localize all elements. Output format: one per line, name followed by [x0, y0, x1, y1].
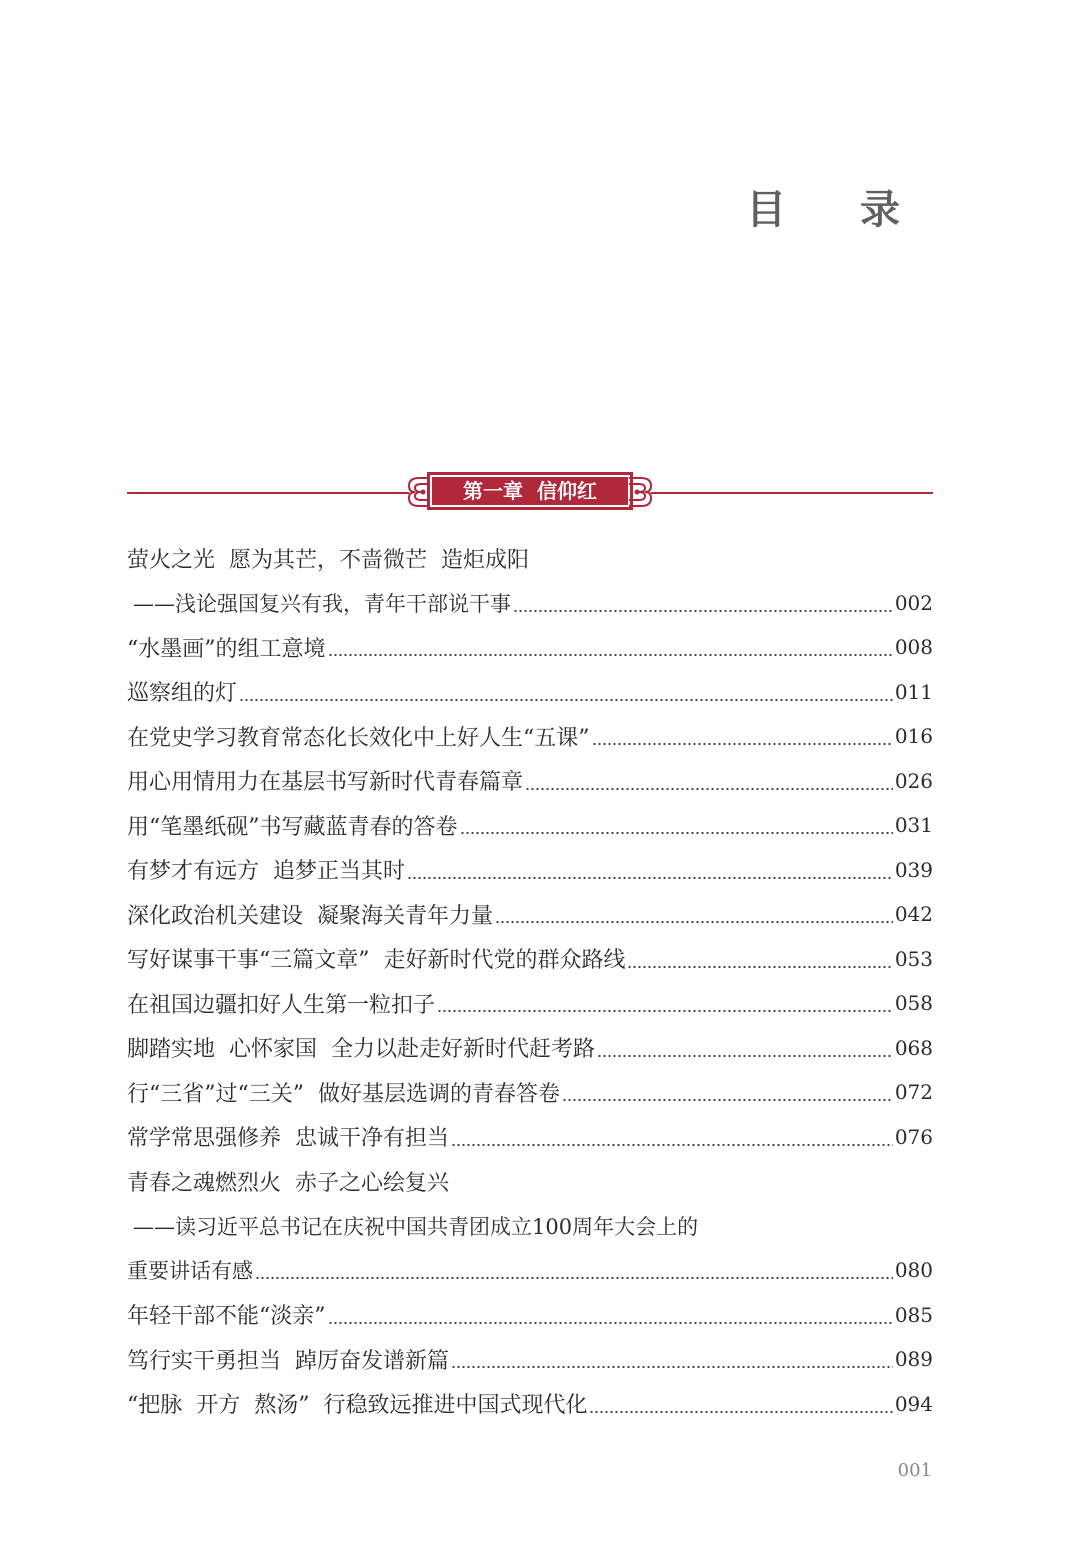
- toc-entry-title: 笃行实干勇担当 踔厉奋发谱新篇: [127, 1348, 449, 1374]
- toc-entry[interactable]: [127, 581, 933, 626]
- toc-entry[interactable]: [127, 981, 933, 1026]
- toc-entry-page: 068: [894, 1035, 933, 1060]
- toc-entry[interactable]: [127, 803, 933, 848]
- toc-entry-page: 089: [894, 1347, 933, 1372]
- toc-entry[interactable]: [127, 937, 933, 982]
- dot-leader: [328, 636, 893, 658]
- toc-entry[interactable]: [127, 848, 933, 893]
- toc-entry-title: ——浅论强国复兴有我，青年干部说干事: [133, 591, 511, 616]
- toc-entry[interactable]: [127, 892, 933, 937]
- dot-leader: [562, 1081, 893, 1103]
- toc-entry-title: 在祖国边疆扣好人生第一粒扣子: [127, 992, 436, 1018]
- chapter-header: [127, 468, 933, 516]
- chapter-label-box: [427, 472, 633, 510]
- toc-entry[interactable]: [127, 759, 933, 804]
- toc-entry[interactable]: [127, 1026, 933, 1071]
- toc-entry-page: 039: [894, 857, 933, 882]
- toc-entry-title: 重要讲话有感: [127, 1259, 253, 1284]
- toc-entry-title: 深化政治机关建设 凝聚海关青年力量: [127, 903, 493, 929]
- chapter-label: 第一章 信仰红: [463, 479, 597, 503]
- toc-entry-page: 072: [894, 1080, 933, 1105]
- toc-entry-title: 用心用情用力在基层书写新时代青春篇章: [127, 770, 524, 796]
- ornament-right-icon: [627, 474, 655, 510]
- toc-entry-page: 008: [894, 635, 933, 660]
- toc-entry-title: 写好谋事干事“三篇文章” 走好新时代党的群众路线: [127, 948, 626, 974]
- toc-entry[interactable]: [127, 536, 933, 581]
- chapter-rule-right: [651, 492, 933, 494]
- toc-entry-page: 002: [894, 590, 933, 615]
- toc-entry-page: 016: [894, 724, 933, 749]
- toc-entry-page: 031: [894, 813, 933, 838]
- toc-entry-page: 026: [894, 768, 933, 793]
- toc-entry-title: “把脉 开方 熬汤” 行稳致远推进中国式现代化: [127, 1393, 588, 1419]
- toc-entry[interactable]: [127, 1248, 933, 1293]
- toc-entry-title: 萤火之光 愿为其芒，不啬微芒 造炬成阳: [127, 547, 529, 573]
- toc-entry-page: 080: [894, 1258, 933, 1283]
- dot-leader: [460, 814, 893, 836]
- dot-leader: [513, 592, 893, 614]
- toc-entry-title: ——读习近平总书记在庆祝中国共青团成立100周年大会上的: [133, 1214, 699, 1239]
- dot-leader: [239, 681, 893, 703]
- table-of-contents: [127, 536, 933, 1426]
- toc-entry[interactable]: [127, 670, 933, 715]
- dot-leader: [451, 1126, 893, 1148]
- toc-entry-page: 053: [894, 946, 933, 971]
- toc-entry[interactable]: [127, 1115, 933, 1160]
- toc-entry-page: 042: [894, 902, 933, 927]
- page-title: 目 录: [746, 187, 930, 233]
- toc-entry[interactable]: [127, 1070, 933, 1115]
- toc-entry-title: 脚踏实地 心怀家国 全力以赴走好新时代赶考路: [127, 1037, 595, 1063]
- toc-entry[interactable]: [127, 1159, 933, 1204]
- toc-entry-title: 巡察组的灯: [127, 681, 238, 707]
- toc-entry[interactable]: [127, 625, 933, 670]
- toc-entry-page: 085: [894, 1302, 933, 1327]
- dot-leader: [255, 1259, 893, 1281]
- dot-leader: [525, 770, 893, 792]
- dot-leader: [592, 725, 893, 747]
- dot-leader: [328, 1304, 893, 1326]
- toc-entry-page: 058: [894, 991, 933, 1016]
- toc-entry[interactable]: [127, 1382, 933, 1427]
- toc-entry-title: 青春之魂燃烈火 赤子之心绘复兴: [127, 1170, 449, 1196]
- toc-entry-page: 094: [894, 1391, 933, 1416]
- toc-entry-title: 在党史学习教育常态化长效化中上好人生“五课”: [127, 725, 590, 751]
- dot-leader: [407, 859, 893, 881]
- toc-entry-title: 年轻干部不能“淡亲”: [127, 1304, 326, 1330]
- dot-leader: [451, 1348, 893, 1370]
- toc-entry[interactable]: [127, 1337, 933, 1382]
- dot-leader: [597, 1037, 893, 1059]
- dot-leader: [437, 992, 893, 1014]
- toc-entry[interactable]: [127, 1293, 933, 1338]
- chapter-rule-left: [127, 492, 409, 494]
- toc-entry-title: 行“三省”过“三关” 做好基层选调的青春答卷: [127, 1081, 560, 1107]
- toc-entry-title: “水墨画”的组工意境: [127, 636, 326, 662]
- toc-entry-title: 有梦才有远方 追梦正当其时: [127, 859, 405, 885]
- dot-leader: [589, 1393, 892, 1415]
- toc-entry-page: 076: [894, 1124, 933, 1149]
- toc-entry-page: 011: [894, 679, 933, 704]
- page-number: 001: [897, 1460, 932, 1481]
- toc-entry-title: 用“笔墨纸砚”书写藏蓝青春的答卷: [127, 814, 458, 840]
- dot-leader: [495, 903, 893, 925]
- toc-entry-title: 常学常思强修养 忠诚干净有担当: [127, 1126, 449, 1152]
- dot-leader: [627, 948, 892, 970]
- toc-entry[interactable]: [127, 714, 933, 759]
- toc-entry[interactable]: [127, 1204, 933, 1249]
